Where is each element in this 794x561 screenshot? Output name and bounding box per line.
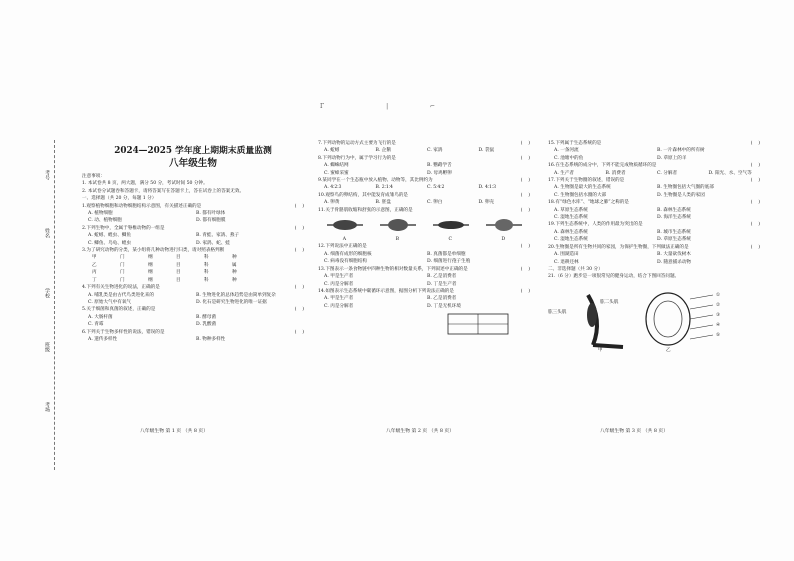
option[interactable]: B. 都有叶绿体	[196, 211, 226, 217]
question-21: 21.（6 分）跑步是一项很常见的健身运动，结合下图回答问题。 肱二头肌 肱三头肌 ① ② ③ ④ ⑤ 甲 乙	[548, 273, 760, 354]
option[interactable]: B. 生物圈包括大气圈的底部	[657, 185, 714, 191]
option[interactable]: A. 甲是生产者	[324, 296, 354, 302]
option[interactable]: B. 鹦鹉学舌	[427, 163, 452, 169]
option[interactable]: D. 阳光、水、空气等	[708, 170, 752, 176]
option[interactable]: D. 卵壳	[478, 200, 495, 206]
answer-bracket[interactable]: ( )	[520, 244, 530, 250]
note-item: 2. 本试卷分试题卷和答题卡，请将答案写在答题卡上，答在试卷上的答案无效。	[82, 188, 245, 194]
question-11: 11.关于骨骼肌收缩和舒张的示意图，正确的是 ( ) A B C D	[318, 207, 530, 243]
question-2: 2.下列生物中，全属于脊椎动物的一组是 ( ) A. 蚯蚓、蝗虫、鲫鱼 B. 青蛙、家鸽、燕子 C. 鲫鱼、乌龟、蝗虫 D. 家鸽、蛇、蛙	[82, 225, 304, 246]
figure-label: ⑤	[716, 332, 721, 338]
figure-label: 肱二头肌	[600, 299, 619, 305]
option[interactable]: B. 青蛙、家鸽、燕子	[196, 233, 240, 239]
option[interactable]: B. 胚盘	[375, 200, 391, 206]
option[interactable]: C. 丙是分解者	[324, 303, 354, 309]
question-9: 9.某同学在一个生态瓶中放入植物、动物等，其比例约为 ( ) A. 4∶2∶3 B. 2∶1∶4 C. 5∶4∶2 D. 4∶1∶3	[318, 178, 530, 191]
answer-bracket[interactable]: ( )	[294, 285, 304, 291]
option[interactable]: C. 丙是分解者	[324, 281, 354, 287]
option[interactable]: B. 城市生态系统	[657, 229, 691, 235]
page-footer: 八年级生物 第 1 页 （共 8 页）	[140, 429, 209, 434]
question-10: 10.观察鸟的卵结构，其中能发育成雏鸟的是 ( ) A. 卵黄 B. 胚盘 C. 卵白 D. 卵壳	[318, 192, 530, 206]
answer-bracket[interactable]: ( )	[294, 225, 304, 231]
page-footer: 八年级生物 第 3 页 （共 8 页）	[600, 429, 669, 434]
option[interactable]: A. 草原生态系统	[554, 207, 588, 213]
note-item: 1. 本试卷共 8 页，两大题，满分 50 分，考试时间 50 分钟。	[82, 181, 208, 187]
answer-bracket[interactable]: ( )	[520, 141, 530, 146]
option[interactable]: B. 酵母菌	[196, 314, 217, 320]
option[interactable]: B. 乙是消费者	[427, 274, 457, 280]
question-13: 13.下图表示一条食物链中四种生物的相对数量关系，下列叙述中正确的是 ( ) A. 甲是生产者 B. 乙是消费者 C. 丙是分解者 D. 丁是生产者	[318, 266, 530, 287]
reg-mark: Γ	[320, 103, 325, 110]
option[interactable]: B. 森林生态系统	[657, 207, 691, 213]
answer-bracket[interactable]: ( )	[750, 178, 760, 184]
figure-label: A	[342, 237, 347, 243]
question-16: 16.在生态系统的成分中，下列不能完成物质循环的是 ( ) A. 生产者 B. 消费者 C. 分解者 D. 阳光、水、空气等	[548, 163, 760, 176]
option[interactable]: C. 湿地生态系统	[554, 237, 588, 243]
option[interactable]: A. 一条河流	[554, 148, 579, 154]
option[interactable]: B. 物种多样性	[196, 336, 226, 342]
muscle-figure	[378, 216, 418, 234]
table-row: 甲 门 纲 目 科 种	[92, 255, 237, 261]
option[interactable]: A. 哺乳类是由古代鸟类进化来的	[88, 292, 154, 298]
question-18: 18.有“绿色水库”、“地球之肺”之称的是 ( ) A. 草原生态系统 B. 森林生态系统 C. 湿地生态系统 D. 海洋生态系统	[548, 200, 760, 221]
option[interactable]: C. 家鸽	[427, 148, 443, 154]
table-row: 丁 门 纲 目 科 种	[92, 277, 237, 283]
question-12: 12.下列说法中正确的是 ( ) A. 细菌有成形的细胞核 B. 真菌都是单细胞 C. 病毒没有细胞结构 D. 细菌进行孢子生殖	[318, 244, 530, 265]
option[interactable]: C. 蜜蜂采蜜	[324, 170, 349, 176]
option[interactable]: B. 企鹅	[375, 148, 391, 154]
answer-bracket[interactable]: ( )	[294, 248, 304, 254]
reg-mark: |	[386, 103, 389, 110]
answer-bracket[interactable]: ( )	[750, 141, 760, 146]
option[interactable]: A. 蚯蚓、蝗虫、鲫鱼	[88, 233, 131, 239]
reg-mark: ⌐	[430, 103, 436, 110]
table-row: 乙 门 纲 目 科 属	[92, 262, 237, 268]
option[interactable]: B. 乙是消费者	[427, 296, 457, 302]
answer-bracket[interactable]: ( )	[520, 266, 530, 272]
answer-bracket[interactable]: ( )	[750, 222, 760, 228]
figure-label: 肱三头肌	[548, 309, 567, 315]
arm-joint-figure	[548, 285, 760, 355]
option[interactable]: C. 鲫鱼、乌龟、蝗虫	[88, 240, 132, 246]
figure-label: ③	[716, 312, 721, 318]
answer-bracket[interactable]: ( )	[750, 244, 760, 250]
option[interactable]: D. 细菌进行孢子生殖	[427, 259, 471, 265]
option[interactable]: C. 池塘中的鱼	[554, 155, 584, 161]
figure-label: 甲	[598, 347, 603, 353]
option[interactable]: D. 丁是无机环境	[427, 303, 462, 309]
option[interactable]: C. 病毒没有细胞结构	[324, 259, 368, 265]
option[interactable]: B. 大量砍伐树木	[657, 252, 691, 258]
answer-bracket[interactable]: ( )	[294, 307, 304, 313]
option[interactable]: A. 森林生态系统	[554, 229, 588, 235]
option[interactable]: D. 化石是研究生物进化的唯一证据	[196, 299, 267, 305]
option[interactable]: D. 母鸡孵卵	[427, 170, 452, 176]
exam-subject: 八年级生物	[169, 158, 217, 169]
notes-heading: 注意事项：	[82, 174, 105, 179]
answer-bracket[interactable]: ( )	[750, 200, 760, 206]
option[interactable]: D. 随意捕杀动物	[657, 259, 692, 265]
exam-title: 2024—2025 学年度上期期末质量监测	[114, 146, 272, 156]
figure-label: B	[395, 237, 399, 243]
option[interactable]: C. 分解者	[657, 170, 678, 176]
question-17: 17.下列关于生物圈的叙述，错误的是 ( ) A. 生物圈是最大的生态系统 B. 生物圈包括大气圈的底部 C. 生物圈包括水圈的大部 D. 生物圈是人类的家园	[548, 178, 760, 198]
option[interactable]: C. 动、植物细胞	[88, 218, 122, 224]
option[interactable]: C. 5∶4∶2	[427, 185, 445, 191]
answer-bracket[interactable]: ( )	[520, 178, 530, 184]
option[interactable]: A. 植物细胞	[88, 211, 113, 217]
figure-label: ②	[716, 302, 721, 308]
section-heading: 二、非选择题（共 30 分）	[548, 266, 603, 272]
answer-bracket[interactable]: ( )	[520, 288, 530, 294]
figure-label: D	[501, 237, 506, 243]
question-20: 20.生物圈是所有生物共同的家园，为保护生物圈，下列做法正确的是 ( ) A. 围湖造田 B. 大量砍伐树木 C. 退耕还林 D. 随意捕杀动物	[548, 244, 760, 265]
option[interactable]: C. 湿地生态系统	[554, 215, 588, 221]
binding-label: 学校	[44, 288, 50, 298]
option[interactable]: D. 生物圈是人类的家园	[657, 192, 705, 198]
muscle-figure	[325, 216, 365, 234]
option[interactable]: A. 4∶2∶3	[324, 185, 342, 191]
option[interactable]: D. 丁是生产者	[427, 281, 457, 287]
top-registration-marks	[320, 103, 435, 110]
binding-label: 考场	[44, 402, 50, 412]
question-7: 7.下列动物的运动方式主要为飞行的是 ( ) A. 蚯蚓 B. 企鹅 C. 家鸽 D. 袋鼠	[318, 141, 530, 154]
muscle-figure	[431, 216, 471, 234]
binding-label: 考号	[44, 170, 50, 180]
option[interactable]: A. 细菌有成形的细胞核	[324, 251, 372, 257]
option[interactable]: A. 围湖造田	[554, 252, 579, 258]
option[interactable]: B. 真菌都是单细胞	[427, 251, 466, 257]
option[interactable]: D. 海洋生态系统	[657, 215, 692, 221]
answer-bracket[interactable]: ( )	[294, 329, 304, 335]
answer-bracket[interactable]: ( )	[520, 155, 530, 161]
page-column-3	[548, 140, 760, 355]
arm-joint-illustration	[548, 285, 760, 355]
option[interactable]: C. 青霉	[88, 322, 104, 328]
binding-label: 班级	[44, 342, 50, 352]
option[interactable]: A. 生产者	[554, 170, 575, 176]
option[interactable]: A. 蚯蚓	[324, 148, 340, 154]
figure-label: C	[448, 237, 453, 243]
option[interactable]: A. 甲是生产者	[324, 274, 354, 280]
option[interactable]: D. 袋鼠	[478, 148, 495, 154]
answer-bracket[interactable]: ( )	[294, 203, 304, 209]
page-column-1	[82, 140, 304, 343]
option[interactable]: A. 大肠杆菌	[88, 314, 113, 320]
option[interactable]: A. 卵黄	[324, 200, 340, 206]
option[interactable]: C. 退耕还林	[554, 259, 579, 265]
option[interactable]: D. 4∶1∶3	[478, 185, 497, 191]
question-6: 6.下列关于生物多样性的说法，错误的是 ( ) A. 遗传多样性 B. 物种多样性	[82, 329, 304, 342]
figure-label: ④	[716, 322, 721, 328]
option[interactable]: B. 消费者	[605, 170, 626, 176]
muscle-figures	[318, 216, 530, 234]
option[interactable]: D. 家鸽、蛇、蛙	[196, 240, 231, 246]
answer-bracket[interactable]: ( )	[750, 163, 760, 169]
answer-bracket[interactable]: ( )	[520, 192, 530, 198]
option[interactable]: A. 遗传多样性	[88, 336, 118, 342]
question-3: 3.为了研究动物的分类，某小组将几种动物进行归类，请对照表格判断 ( ) 甲 门 纲 目 科 种 乙 门 纲 目 科 属 丙 门 纲 目 科 种 丁 门 纲 目 科 种	[82, 248, 304, 283]
option[interactable]: B. 一片森林中的所有树	[657, 148, 705, 154]
option[interactable]: D. 草原生态系统	[657, 237, 692, 243]
section-heading: 一、选择题（共 20 分，每题 1 分）	[82, 196, 157, 202]
figure-label: ①	[716, 292, 721, 298]
question-5: 5.关于细菌和真菌的叙述，正确的是 ( ) A. 大肠杆菌 B. 酵母菌 C. 青霉 D. 乳酸菌	[82, 307, 304, 328]
option[interactable]: A. 生物圈是最大的生态系统	[554, 185, 611, 191]
figure-label: 乙	[666, 347, 671, 353]
option[interactable]: C. 原始大气中有氧气	[88, 299, 132, 305]
carbon-cycle-diagram	[318, 312, 530, 336]
option[interactable]: D. 乳酸菌	[196, 322, 217, 328]
question-4: 4.下列有关生物进化的说法，正确的是 ( ) A. 哺乳类是由古代鸟类进化来的 B. 生物进化的总体趋势是由简单到复杂 C. 原始大气中有氧气 D. 化石是研究生物进化的唯一证据	[82, 285, 304, 305]
answer-bracket[interactable]: ( )	[520, 207, 530, 213]
option[interactable]: D. 草原上的羊	[657, 155, 687, 161]
option[interactable]: B. 生物进化的总体趋势是由简单到复杂	[196, 292, 276, 298]
option[interactable]: B. 2∶1∶4	[375, 185, 393, 191]
binding-margin	[10, 140, 70, 470]
option[interactable]: A. 蜘蛛结网	[324, 163, 349, 169]
page-column-2	[318, 140, 530, 340]
question-15: 15.下列属于生态系统的是 ( ) A. 一条河流 B. 一片森林中的所有树 C. 池塘中的鱼 D. 草原上的羊	[548, 141, 760, 161]
option[interactable]: C. 卵白	[427, 200, 443, 206]
option[interactable]: D. 都有细胞膜	[196, 218, 226, 224]
page-footer: 八年级生物 第 2 页 （共 8 页）	[386, 429, 455, 434]
cut-line	[54, 140, 55, 470]
question-1: 1.观察植物细胞和动物细胞结构示意图，有关描述正确的是 ( ) A. 植物细胞 B. 都有叶绿体 C. 动、植物细胞 D. 都有细胞膜	[82, 203, 304, 224]
table-row: 丙 门 纲 目 科 种	[92, 270, 237, 276]
option[interactable]: C. 生物圈包括水圈的大部	[554, 192, 607, 198]
question-19: 19.下列生态系统中，人类的作用最为突出的是 ( ) A. 森林生态系统 B. 城市生态系统 C. 湿地生态系统 D. 草原生态系统	[548, 222, 760, 243]
muscle-figure	[484, 216, 524, 234]
question-8: 8.下列动物行为中，属于学习行为的是 ( ) A. 蜘蛛结网 B. 鹦鹉学舌 C. 蜜蜂采蜜 D. 母鸡孵卵	[318, 155, 530, 176]
binding-label: 姓名	[44, 228, 50, 238]
question-14: 14.如图表示生态系统中碳循环示意图，据图分析下列说法正确的是 ( ) A. 甲是生产者 B. 乙是消费者 C. 丙是分解者 D. 丁是无机环境	[318, 288, 530, 340]
